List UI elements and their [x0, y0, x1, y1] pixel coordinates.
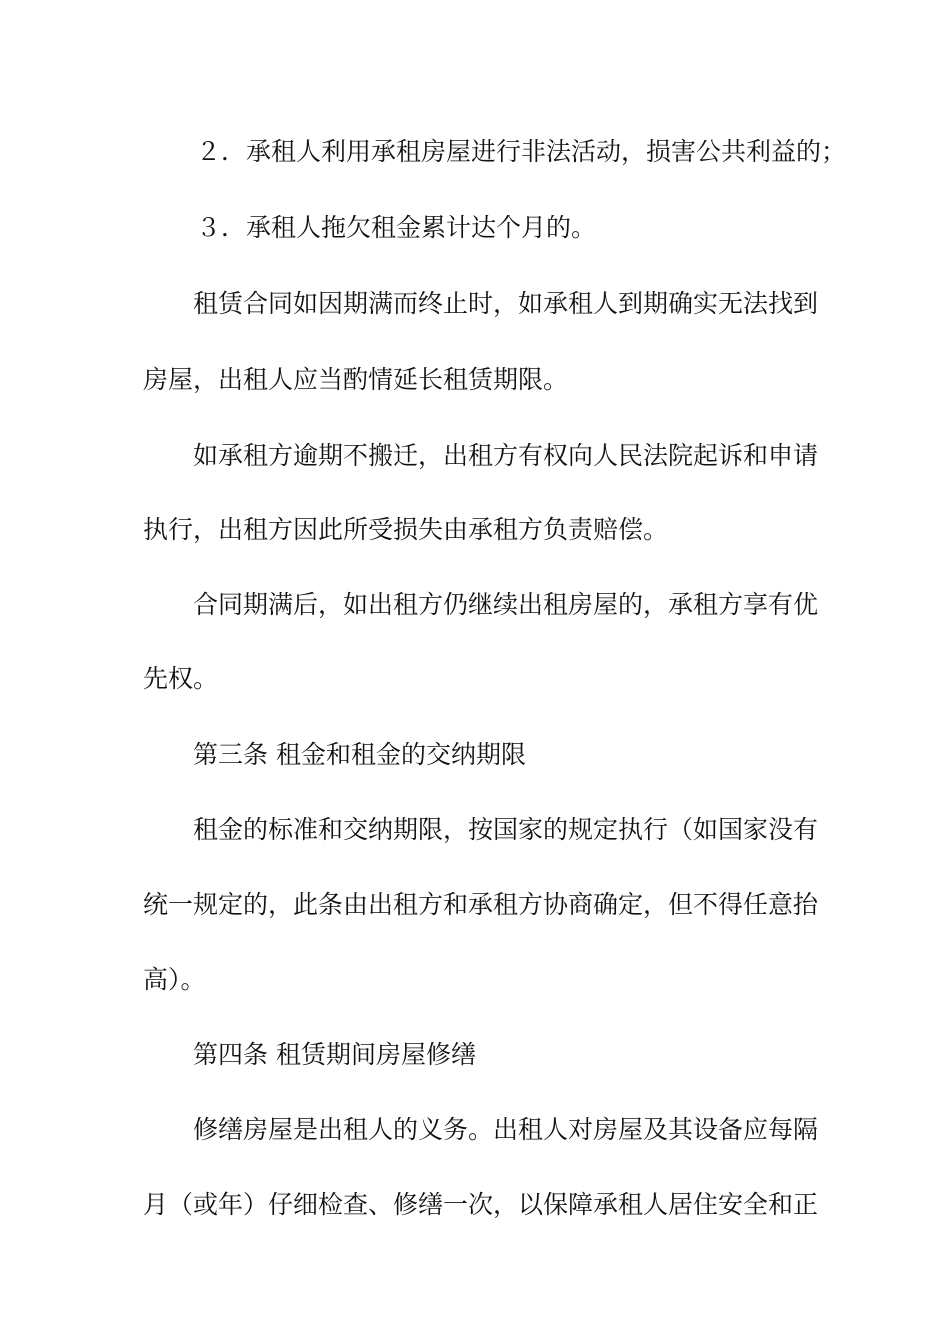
paragraph-priority-line-2: 先权。: [143, 664, 219, 693]
paragraph-repair-line-1: 修缮房屋是出租人的义务。出租人对房屋及其设备应每隔: [193, 1115, 819, 1144]
paragraph-rent-line-2: 统一规定的，此条由出租方和承租方协商确定，但不得任意抬: [143, 890, 819, 919]
paragraph-rent-line-3: 高）。: [143, 965, 206, 994]
paragraph-overdue-line-2: 执行，出租方因此所受损失由承租方负责赔偿。: [143, 515, 669, 544]
clause-item-3: ３．承租人拖欠租金累计达个月的。: [196, 213, 597, 242]
paragraph-repair-line-2: 月（或年）仔细检查、修缮一次，以保障承租人居住安全和正: [143, 1190, 819, 1219]
article-4-heading: 第四条 租赁期间房屋修缮: [193, 1040, 476, 1069]
clause-item-2: ２．承租人利用承租房屋进行非法活动，损害公共利益的；: [196, 137, 847, 166]
paragraph-lease-expiry-line-2: 房屋，出租人应当酌情延长租赁期限。: [143, 365, 569, 394]
paragraph-overdue-line-1: 如承租方逾期不搬迁，出租方有权向人民法院起诉和申请: [193, 441, 819, 470]
paragraph-rent-line-1: 租金的标准和交纳期限，按国家的规定执行（如国家没有: [193, 815, 819, 844]
paragraph-priority-line-1: 合同期满后，如出租方仍继续出租房屋的，承租方享有优: [193, 590, 819, 619]
article-3-heading: 第三条 租金和租金的交纳期限: [193, 740, 526, 769]
paragraph-lease-expiry-line-1: 租赁合同如因期满而终止时，如承租人到期确实无法找到: [193, 289, 819, 318]
